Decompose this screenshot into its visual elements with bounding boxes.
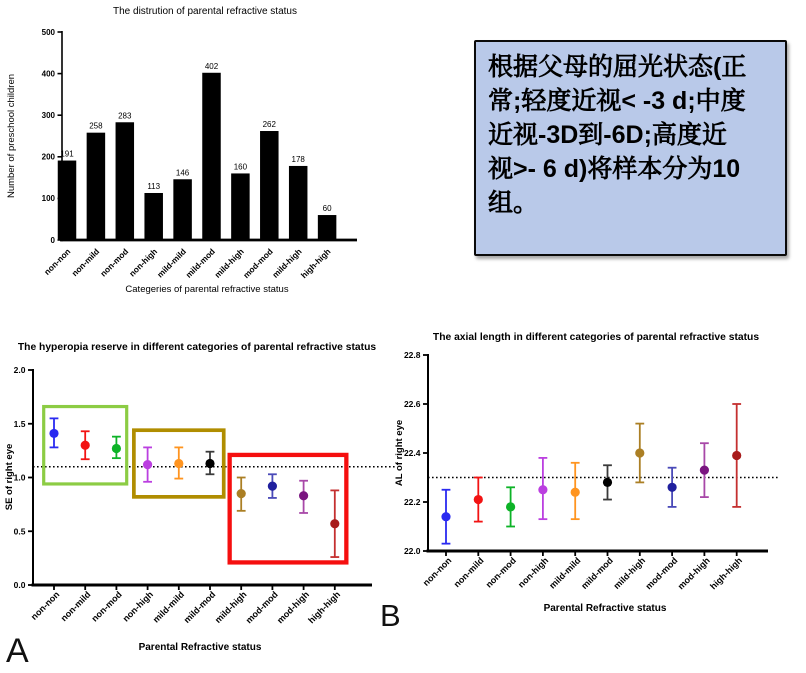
bar-mild-high-8 xyxy=(289,166,308,240)
y-tick-label: 22.8 xyxy=(403,350,421,360)
x-category-label: mild-mod xyxy=(181,589,218,626)
y-tick-label: 0.5 xyxy=(13,526,26,537)
y-tick-label: 0 xyxy=(50,235,55,245)
x-category-label: non-high xyxy=(120,589,156,624)
x-category-label: non-mild xyxy=(451,555,486,590)
x-category-label: mild-high xyxy=(212,246,246,280)
panel-label-b: B xyxy=(380,598,401,633)
y-tick-label: 22.0 xyxy=(403,546,421,556)
annotation-line-2: 常;轻度近视< -3 d;中度 xyxy=(488,87,746,115)
bar-non-mild-1 xyxy=(87,133,106,240)
data-point-non-mild xyxy=(81,441,90,450)
data-point-mod-high xyxy=(299,491,308,500)
y-tick-label: 22.4 xyxy=(403,448,421,458)
y-axis-title: Number of preschool children xyxy=(6,73,17,199)
data-point-mild-mild xyxy=(174,459,183,468)
bar-value-label: 262 xyxy=(262,120,276,130)
annotation-line-3: 近视-3D到-6D;高度近 xyxy=(488,121,727,149)
annotation-box xyxy=(474,40,787,256)
data-point-non-high xyxy=(143,460,152,469)
y-axis-title: AL of right eye xyxy=(394,419,405,487)
y-tick-label: 2.0 xyxy=(13,365,26,375)
x-axis-title: Parental Refractive status xyxy=(138,642,262,653)
y-tick-label: 500 xyxy=(41,27,55,37)
data-point-non-mod xyxy=(112,444,121,453)
data-point-mild-high xyxy=(635,448,644,457)
bar-mild-high-6 xyxy=(231,173,250,240)
x-category-label: mild-mod xyxy=(579,555,615,592)
y-tick-label: 1.0 xyxy=(13,472,26,483)
y-tick-label: 300 xyxy=(41,111,55,120)
x-category-label: non-high xyxy=(516,555,551,590)
x-category-label: non-non xyxy=(41,246,73,277)
bar-value-label: 146 xyxy=(175,168,190,178)
bar-value-label: 178 xyxy=(291,154,305,164)
x-category-label: non-mild xyxy=(58,589,93,624)
bar-high-high-9 xyxy=(318,215,337,240)
data-point-mild-mod xyxy=(603,478,612,487)
data-point-non-high xyxy=(538,485,547,494)
x-category-label: mod-mod xyxy=(643,555,680,592)
bar-value-label: 258 xyxy=(89,121,103,131)
x-category-label: mild-mod xyxy=(183,246,217,280)
data-point-mod-mod xyxy=(668,483,677,492)
y-tick-label: 22.2 xyxy=(403,497,421,507)
data-point-mild-high xyxy=(237,489,246,498)
annotation-line-1: 根据父母的屈光状态(正 xyxy=(488,53,747,81)
x-category-label: non-mod xyxy=(89,589,124,624)
x-category-label: mild-mild xyxy=(150,589,187,625)
chart-title: The distrution of parental refractive status xyxy=(113,6,297,17)
x-category-label: non-high xyxy=(126,246,160,279)
data-point-non-mild xyxy=(474,495,483,504)
bar-value-label: 60 xyxy=(322,204,332,214)
bar-mild-mild-4 xyxy=(173,179,192,240)
x-category-label: high-high xyxy=(298,246,333,281)
bar-value-label: 191 xyxy=(60,149,74,159)
data-point-mild-mild xyxy=(571,488,580,497)
chart-title: The hyperopia reserve in different categories of parental refractive status xyxy=(17,342,377,353)
scatter-chart-axial-length xyxy=(390,327,806,673)
x-category-label: high-high xyxy=(306,589,343,626)
x-axis-title: Categeries of parental refractive status xyxy=(125,284,289,295)
bar-mild-mod-5 xyxy=(202,73,221,240)
annotation-line-4: 视>- 6 d)将样本分为10 xyxy=(488,155,741,183)
data-point-high-high xyxy=(330,519,339,528)
bar-non-high-3 xyxy=(144,193,163,240)
y-tick-label: 1.5 xyxy=(13,418,26,429)
data-point-mod-high xyxy=(700,466,709,475)
x-category-label: mild-mild xyxy=(547,555,583,591)
bar-mod-mod-7 xyxy=(260,131,279,240)
bar-chart-distribution xyxy=(0,0,400,310)
data-point-non-mod xyxy=(506,502,515,511)
y-tick-label: 400 xyxy=(41,69,55,79)
panel-label-a: A xyxy=(6,632,29,670)
data-point-high-high xyxy=(732,451,741,460)
x-category-label: mod-high xyxy=(675,555,712,592)
highlight-box-group-high xyxy=(230,455,347,563)
bar-value-label: 283 xyxy=(118,111,132,121)
x-category-label: non-mod xyxy=(483,555,519,590)
scatter-chart-hyperopia-reserve xyxy=(0,337,400,673)
y-axis-title: SE of right eye xyxy=(4,443,15,511)
bar-value-label: 113 xyxy=(147,181,161,191)
bar-value-label: 160 xyxy=(233,162,248,172)
y-tick-label: 200 xyxy=(41,152,55,162)
x-axis-title: Parental Refractive status xyxy=(543,603,667,614)
data-point-mild-mod xyxy=(205,459,214,468)
x-category-label: mod-mod xyxy=(243,589,280,626)
chart-title: The axial length in different categories of parental refractive status xyxy=(432,332,760,343)
data-point-non-non xyxy=(49,429,58,438)
x-category-label: non-mod xyxy=(98,246,131,279)
annotation-line-5: 组。 xyxy=(488,189,539,217)
x-category-label: non-mild xyxy=(69,246,102,279)
bar-non-non-0 xyxy=(58,161,77,240)
data-point-non-non xyxy=(441,512,450,521)
x-category-label: mild-high xyxy=(212,589,249,626)
bar-non-mod-2 xyxy=(116,122,135,240)
x-category-label: high-high xyxy=(708,555,745,592)
y-tick-label: 22.6 xyxy=(403,399,421,409)
y-tick-label: 100 xyxy=(41,194,55,204)
x-category-label: mild-mild xyxy=(154,246,189,280)
x-category-label: non-non xyxy=(28,589,62,622)
x-category-label: mod-mod xyxy=(240,246,275,281)
x-category-label: non-non xyxy=(420,555,454,588)
x-category-label: mild-high xyxy=(270,246,304,280)
x-category-label: mod-high xyxy=(274,589,312,626)
x-category-label: mild-high xyxy=(611,555,648,592)
bar-value-label: 402 xyxy=(204,61,219,71)
y-tick-label: 0.0 xyxy=(13,580,26,590)
data-point-mod-mod xyxy=(268,482,277,491)
